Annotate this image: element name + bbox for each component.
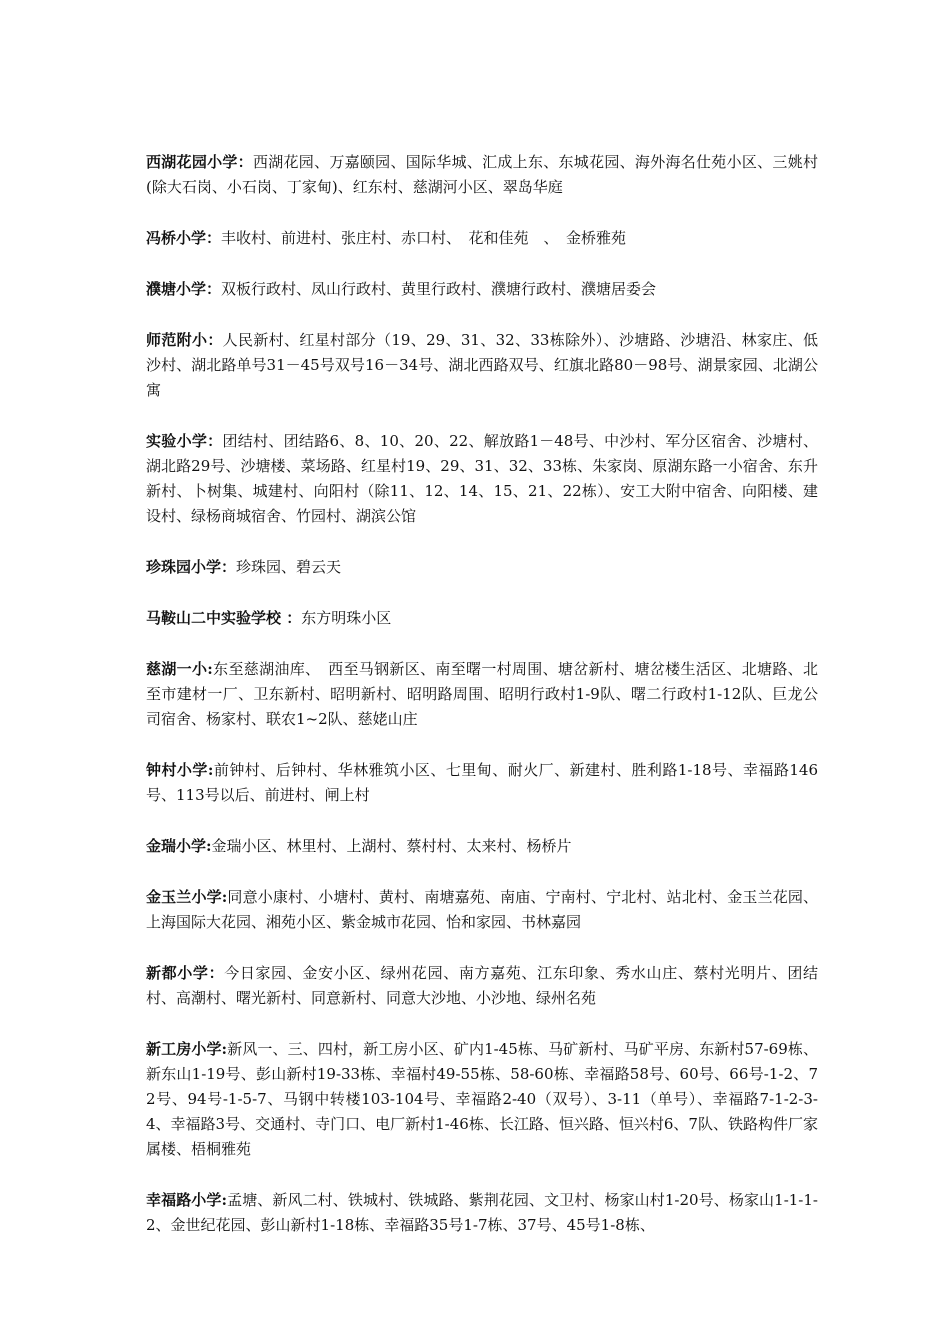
school-areas: 团结村、团结路6、8、10、20、22、解放路1－48号、中沙村、军分区宿舍、沙塘村、湖北路29号、沙塘楼、菜场路、红星村19、29、31、32、33栋、朱家岗、原湖东路一小宿舍、东升新村、卜树集、城建村、向阳村（除11、12、14、15、21、22栋）、安工大附中宿舍、向阳楼、建设村、绿杨商城宿舍、竹园村、湖滨公馆 [146,432,818,525]
school-name: 濮塘小学： [146,280,222,298]
school-name: 钟村小学: [146,761,214,779]
school-name: 珍珠园小学： [146,558,237,576]
school-name: 金玉兰小学: [146,888,228,906]
school-areas: 前钟村、后钟村、华林雅筑小区、七里甸、耐火厂、新建村、胜利路1-18号、幸福路146号、113号以后、前进村、闸上村 [146,761,818,804]
school-name: 冯桥小学： [146,229,222,247]
school-areas: 同意小康村、小塘村、黄村、南塘嘉苑、南庙、宁南村、宁北村、站北村、金玉兰花园、上海国际大花园、湘苑小区、紫金城市花园、怡和家园、书林嘉园 [146,888,818,931]
school-areas: 西湖花园、万嘉颐园、国际华城、汇成上东、东城花园、海外海名仕苑小区、三姚村(除大石岗、小石岗、丁家甸)、红东村、慈湖河小区、翠岛华庭 [146,153,818,196]
school-name: 实验小学： [146,432,223,450]
school-name: 新工房小学: [146,1040,228,1058]
school-name: 金瑞小学: [146,837,212,855]
school-district-list [146,150,818,1264]
school-areas: 今日家园、金安小区、绿州花园、南方嘉苑、江东印象、秀水山庄、蔡村光明片、团结村、高潮村、曙光新村、同意新村、同意大沙地、小沙地、绿州名苑 [146,964,818,1007]
school-areas: 丰收村、前进村、张庄村、赤口村、 花和佳苑 、 金桥雅苑 [221,229,627,247]
school-name: 师范附小： [146,331,223,349]
school-areas: 新风一、三、四村，新工房小区、矿内1-45栋、马矿新村、马矿平房、东新村57-69栋、新东山1-19号、彭山新村19-33栋、幸福村49-55栋、58-60栋、幸福路58号、60号、66号-1-2、72号、94号-1-5-7、马钢中转楼103-104号、幸福路2-40（双号）、3-11（单号）、幸福路7-1-2-3-4、幸福路3号、交通村、寺门口、电厂新村1-46栋、长江路、恒兴路、恒兴村6、7队、铁路构件厂家属楼、梧桐雅苑 [146,1040,818,1158]
school-areas: 双板行政村、凤山行政村、黄里行政村、濮塘行政村、濮塘居委会 [221,280,657,298]
school-areas: 人民新村、红星村部分（19、29、31、32、33栋除外）、沙塘路、沙塘沿、林家庄、低沙村、湖北路单号31－45号双号16－34号、湖北西路双号、红旗北路80－98号、湖景家园、北湖公寓 [146,331,818,399]
school-entry [146,657,818,732]
school-name: 幸福路小学: [146,1191,228,1209]
school-areas: 东至慈湖油库、 西至马钢新区、南至曙一村周围、塘岔新村、塘岔楼生活区、北塘路、北至市建材一厂、卫东新村、昭明新村、昭明路周围、昭明行政村1-9队、曙二行政村1-12队、巨龙公司宿舍、杨家村、联农1~2队、慈姥山庄 [146,660,818,728]
school-entry [146,555,818,580]
school-entry [146,150,818,200]
school-entry [146,758,818,808]
school-name: 马鞍山二中实验学校 ： [146,609,302,627]
school-entry [146,1037,818,1162]
school-entry [146,834,818,859]
school-entry [146,885,818,935]
school-name: 新都小学： [146,964,225,982]
school-areas: 珍珠园、碧云天 [236,558,342,576]
school-areas: 金瑞小区、林里村、上湖村、蔡村村、太来村、杨桥片 [211,837,572,855]
school-entry [146,1188,818,1238]
school-areas: 东方明珠小区 [301,609,392,627]
school-entry [146,961,818,1011]
school-entry [146,277,818,302]
school-entry [146,429,818,529]
school-entry [146,226,818,251]
school-name: 西湖花园小学： [146,153,253,171]
school-areas: 孟塘、新风二村、铁城村、铁城路、紫荆花园、文卫村、杨家山村1-20号、杨家山1-1-1-2、金世纪花园、彭山新村1-18栋、幸福路35号1-7栋、37号、45号1-8栋、 [146,1191,818,1234]
school-entry [146,328,818,403]
school-name: 慈湖一小: [146,660,213,678]
school-entry [146,606,818,631]
